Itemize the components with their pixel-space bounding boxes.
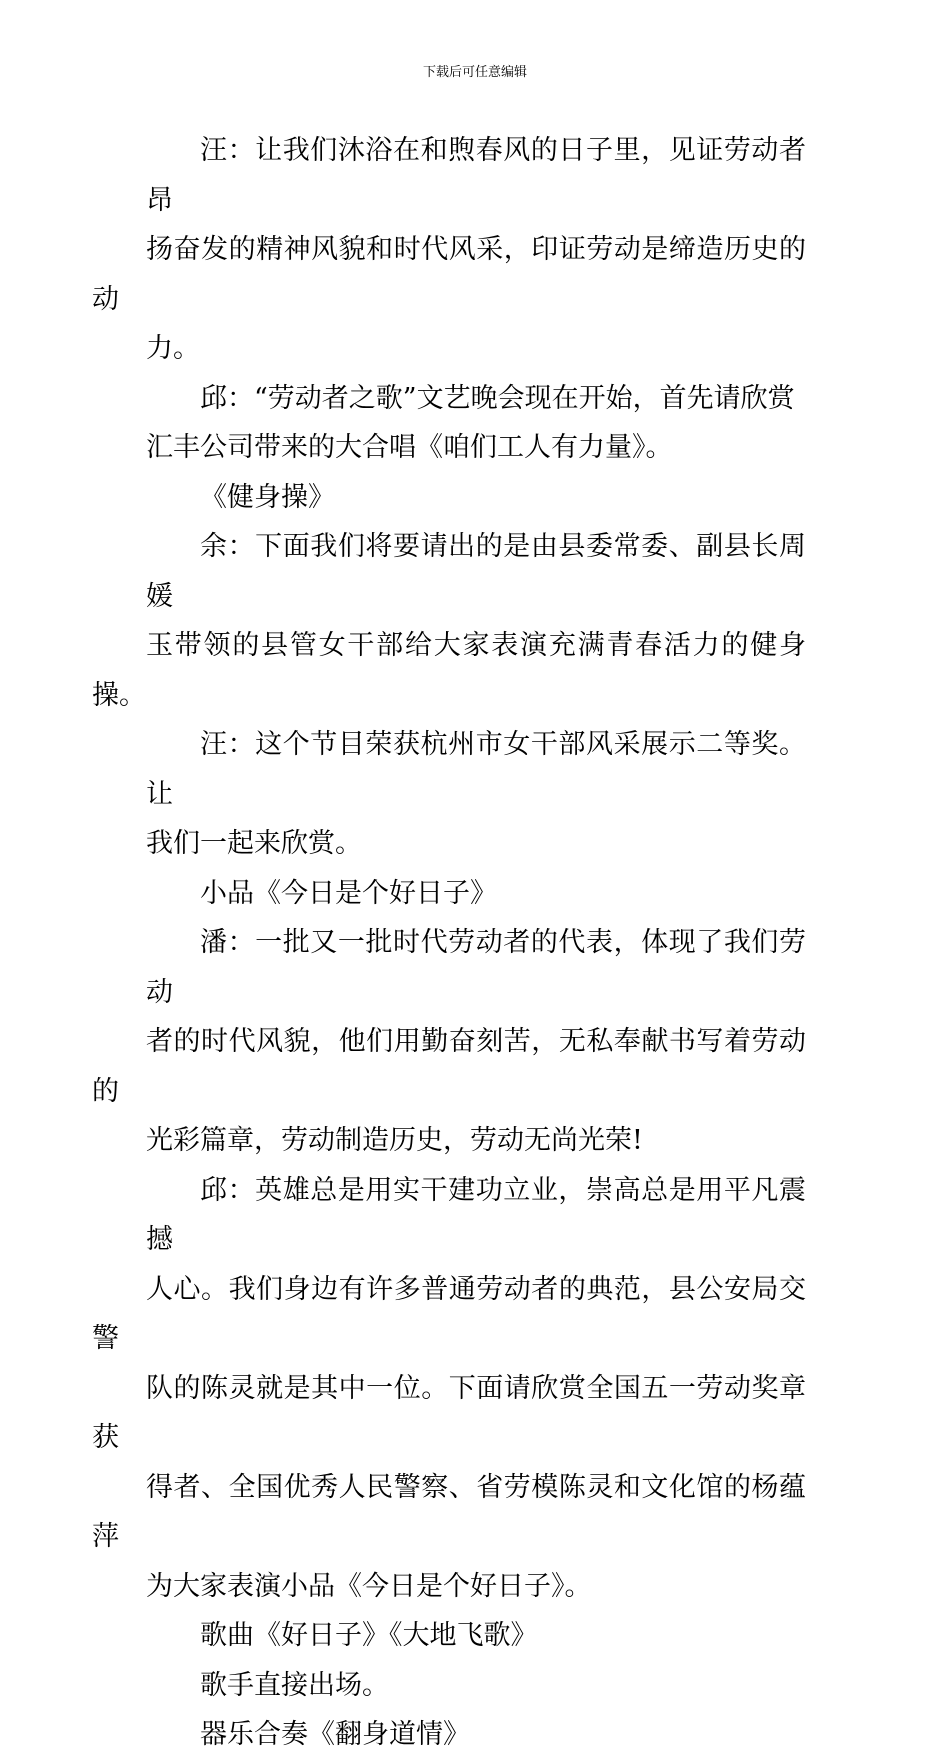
document-body xyxy=(92,126,806,1760)
paragraph-wang-opening xyxy=(92,126,806,374)
paragraph-wang-award xyxy=(146,720,806,869)
program-title-songs xyxy=(146,1611,806,1661)
text-line: 力。 xyxy=(146,333,200,364)
text-line: 得者、全国优秀人民警察、省劳模陈灵和文化馆的杨蕴萍 xyxy=(92,1471,806,1552)
text-line: 人心。我们身边有许多普通劳动者的典范，县公安局交警 xyxy=(92,1273,806,1354)
text-line: 汪：这个节目荣获杭州市女干部风采展示二等奖。让 xyxy=(146,729,806,810)
paragraph-pan-tribute xyxy=(92,918,806,1166)
page-header-note: 下载后可任意编辑 xyxy=(422,65,527,80)
paragraph-qiu-announcement xyxy=(146,374,806,473)
text-line: 歌曲《好日子》《大地飞歌》 xyxy=(200,1620,538,1651)
text-line: 歌手直接出场。 xyxy=(200,1669,389,1701)
program-title-sketch xyxy=(146,869,806,919)
text-line: 邱：英雄总是用实干建功立业，崇高总是用平凡震撼 xyxy=(146,1174,806,1255)
program-title-fitness xyxy=(146,473,806,523)
text-line: 队的陈灵就是其中一位。下面请欣赏全国五一劳动奖章获 xyxy=(92,1372,806,1453)
text-line: 余：下面我们将要请出的是由县委常委、副县长周媛 xyxy=(146,531,806,612)
paragraph-yu-intro xyxy=(92,522,806,720)
paragraph-qiu-heroes xyxy=(92,1166,806,1612)
text-line: 玉带领的县管女干部给大家表演充满青春活力的健身操。 xyxy=(92,630,806,711)
text-line: 小品《今日是个好日子》 xyxy=(200,877,497,909)
text-line: 汪：让我们沐浴在和煦春风的日子里，见证劳动者昂 xyxy=(146,135,806,216)
text-line: 我们一起来欣赏。 xyxy=(146,828,362,859)
program-title-ensemble xyxy=(146,1710,806,1760)
text-line: 为大家表演小品《今日是个好日子》。 xyxy=(146,1570,592,1602)
text-line: 扬奋发的精神风貌和时代风采，印证劳动是缔造历史的动 xyxy=(92,234,806,315)
text-line: 《健身操》 xyxy=(200,481,335,513)
text-line: 潘：一批又一批时代劳动者的代表，体现了我们劳动 xyxy=(146,927,806,1008)
stage-direction xyxy=(146,1661,806,1711)
text-line: 器乐合奏《翻身道情》 xyxy=(200,1719,470,1750)
text-line: 邱：“劳动者之歌”文艺晚会现在开始，首先请欣赏 xyxy=(200,382,795,414)
text-line: 光彩篇章，劳动制造历史，劳动无尚光荣! xyxy=(146,1125,643,1156)
text-line: 汇丰公司带来的大合唱《咱们工人有力量》。 xyxy=(146,432,673,463)
text-line: 者的时代风貌，他们用勤奋刻苦，无私奉献书写着劳动的 xyxy=(92,1026,806,1107)
